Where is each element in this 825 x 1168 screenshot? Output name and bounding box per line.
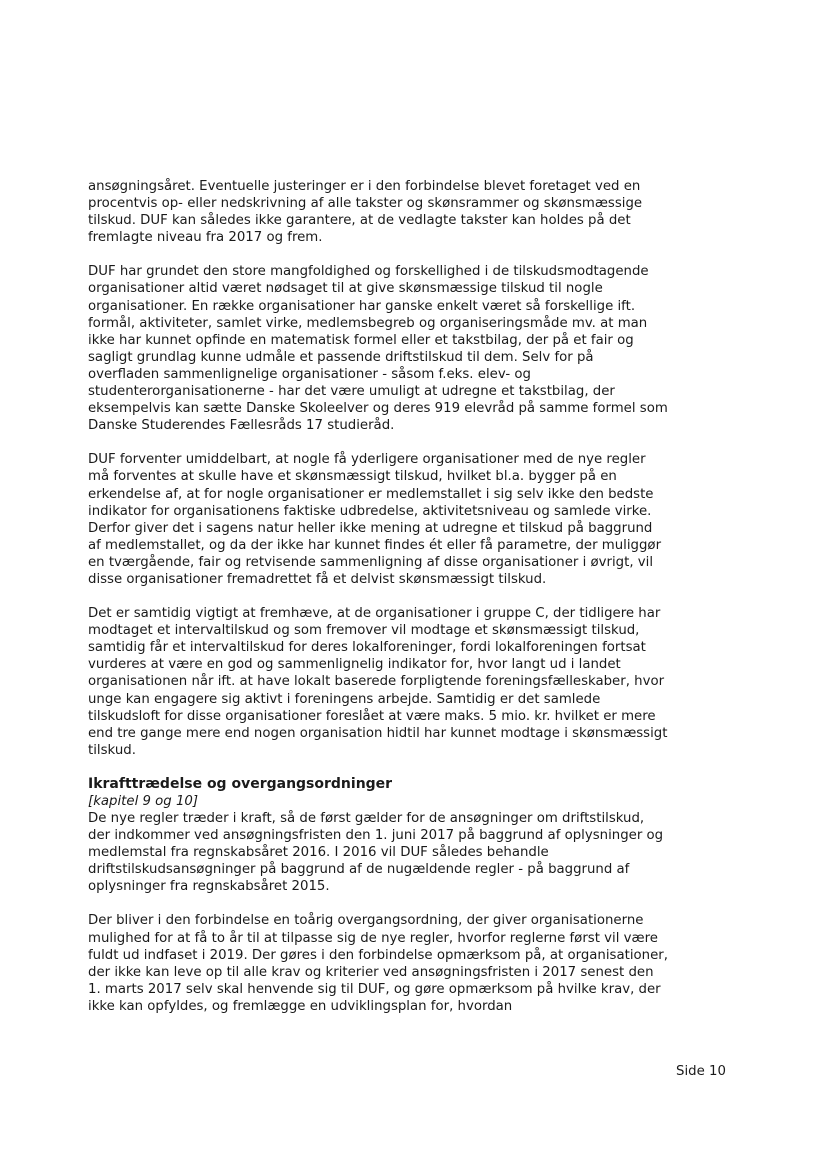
section-heading: Ikrafttrædelse og overgangsordninger (88, 775, 393, 792)
section-subheading: [kapitel 9 og 10] (88, 793, 199, 809)
body-paragraph: DUF har grundet den store mangfoldighed og forskellighed i de tilskudsmodtagende organisationer altid været nødsaget til at give skønsmæssige tilskud til nogle organisationer. En række organisationer har ganske enkelt været så forskellige ift. formål, aktiviteter, samlet virke, medlemsbegreb og organiseringsmåde mv. at man ikke har kunnet opfinde en matematisk formel eller et takstbilag, der på et fair og sagligt grundlag kunne udmåle et passende driftstilskud til dem. Selv for på overfladen sammenlignelige organisationer - såsom f.eks. elev- og studenterorganisationerne - har det være umuligt at udregne et takstbilag, der eksempelvis kan sætte Danske Skoleelver og deres 919 elevråd på samme formel som Danske Studerendes Fællesråds 17 studieråd. (88, 264, 668, 434)
body-paragraph: De nye regler træder i kraft, så de først gælder for de ansøgninger om driftstilskud, der indkommer ved ansøgningsfristen den 1. juni 2017 på baggrund af oplysninger og medlemstal fra regnskabsåret 2016. I 2016 vil DUF således behandle driftstilskudsansøgninger på baggrund af de nugældende regler - på baggrund af oplysninger fra regnskabsåret 2015. (88, 811, 664, 895)
body-paragraph: Der bliver i den forbindelse en toårig overgangsordning, der giver organisationerne mulighed for at få to år til at tilpasse sig de nye regler, hvorfor reglerne først vil være fuldt ud indfaset i 2019. Der gøres i den forbindelse opmærksom på, at organisationer, der ikke kan leve op til alle krav og kriterier ved ansøgningsfristen i 2017 senest den 1. marts 2017 selv skal henvende sig til DUF, og gøre opmærksom på hvilke krav, der ikke kan opfyldes, og fremlægge en udviklingsplan for, hvordan (88, 913, 668, 1014)
document-body (88, 178, 668, 1032)
body-paragraph: DUF forventer umiddelbart, at nogle få yderligere organisationer med de nye regler må forventes at skulle have et skønsmæssigt tilskud, hvilket bl.a. bygger på en erkendelse af, at for nogle organisationer er medlemstallet i sig selv ikke den bedste indikator for organisationens faktiske udbredelse, aktivitetsniveau og samlede virke. Derfor giver det i sagens natur heller ikke mening at udregne et tilskud på baggrund af medlemstallet, og da der ikke har kunnet findes ét eller få parametre, der muliggør en tværgående, fair og retvisende sammenligning af disse organisationer i øvrigt, vil disse organisationer fremadrettet få et delvist skønsmæssigt tilskud. (88, 452, 662, 587)
section-ikrafttraedelse (88, 776, 668, 1015)
body-paragraph: Det er samtidig vigtigt at fremhæve, at de organisationer i gruppe C, der tidligere har modtaget et intervaltilskud og som fremover vil modtage et skønsmæssigt tilskud, samtidig får et intervaltilskud for deres lokalforeninger, fordi lokalforeningen fortsat vurderes at være en god og sammenlignelig indikator for, hvor langt ud i landet organisationen når ift. at have lokalt baserede forpligtende foreningsfælleskaber, hvor unge kan engagere sig aktivt i foreningens arbejde. Samtidig er det samlede tilskudsloft for disse organisationer foreslået at være maks. 5 mio. kr. hvilket er mere end tre gange mere end nogen organisation hidtil har kunnet modtage i skønsmæssigt tilskud. (88, 606, 668, 758)
body-paragraph: ansøgningsåret. Eventuelle justeringer er i den forbindelse blevet foretaget ved en procentvis op- eller nedskrivning af alle takster og skønsrammer og skønsmæssige tilskud. DUF kan således ikke garantere, at de vedlagte takster kan holdes på det fremlagte niveau fra 2017 og frem. (88, 179, 643, 246)
page-number: Side 10 (676, 1064, 726, 1079)
